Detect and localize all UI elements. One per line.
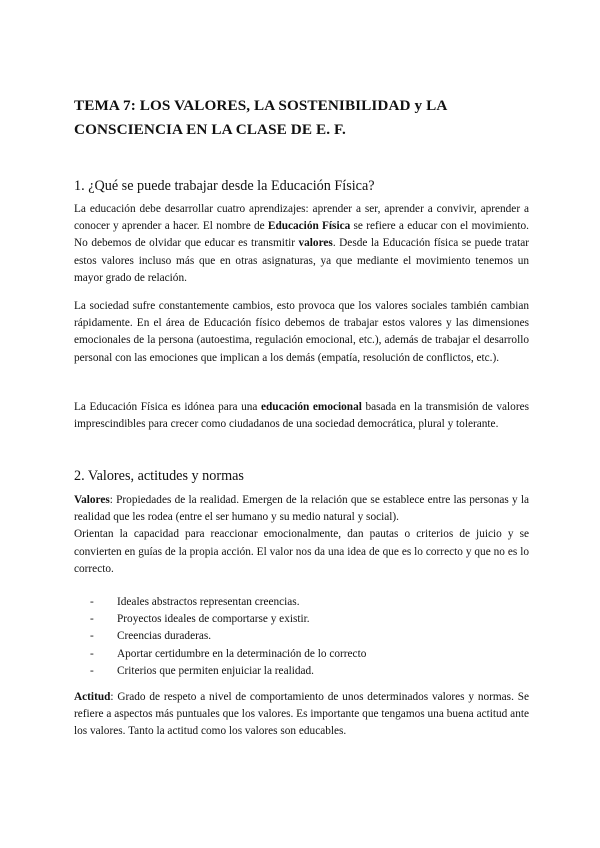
actitud-label: Actitud bbox=[74, 691, 111, 703]
valores-label: Valores bbox=[74, 494, 110, 506]
section-2-heading: 2. Valores, actitudes y normas bbox=[74, 468, 244, 484]
section-1-heading: 1. ¿Qué se puede trabajar desde la Educación Física? bbox=[74, 178, 375, 194]
bullet-dash: - bbox=[90, 596, 94, 608]
document-title bbox=[74, 94, 544, 142]
section-1-paragraph-3: La Educación Física es idónea para una educación emocional basada en la transmisión de valores imprescindibles para crecer como ciudadanos de una sociedad democrática, plural y tolerante. bbox=[74, 401, 529, 431]
bullet-dash: - bbox=[90, 630, 94, 643]
list-item: - Creencias duraderas. bbox=[90, 628, 510, 645]
section-1-paragraph-1: La educación debe desarrollar cuatro aprendizajes: aprender a ser, aprender a convivir, aprender a conocer y aprender a hacer. El nombre de Educación Física se refiere a educar con el movimiento. No debemos de olvidar que educar es transmitir valores. Desde la Educación física se puede tratar estos valores incluso más que en otras asignaturas, ya que mediante el movimiento tenemos un mayor grado de relación. bbox=[74, 203, 529, 284]
bullet-dash: - bbox=[90, 647, 94, 660]
bullet-dash: - bbox=[90, 664, 94, 677]
strong-valores: valores bbox=[298, 237, 333, 250]
list-item: - Aportar certidumbre en la determinación de lo correcto bbox=[90, 646, 510, 663]
valores-list bbox=[90, 594, 510, 680]
strong-educacion-fisica: Educación Física bbox=[267, 220, 351, 233]
list-item: - Criterios que permiten enjuiciar la realidad. bbox=[90, 663, 510, 680]
actitud-paragraph: Actitud: Grado de respeto a nivel de comportamiento de unos determinados valores y normas. Se refiere a aspectos más puntuales que los valores. Es importante que tengamos una buena actitud ante los valores. Tanto la actitud como los valores son educables. bbox=[74, 691, 529, 738]
title-line-2: CONSCIENCIA EN LA CLASE DE E. F. bbox=[74, 121, 346, 138]
list-item: - Proyectos ideales de comportarse y existir. bbox=[90, 611, 510, 628]
list-item: - Ideales abstractos representan creencias. bbox=[90, 594, 510, 611]
bullet-dash: - bbox=[90, 613, 94, 626]
valores-paragraph: Valores: Propiedades de la realidad. Emergen de la relación que se establece entre las personas y la realidad que les rodea (entre el ser humano y su medio natural y social). Orientan la capacidad para reaccionar emocionalmente, dan pautas o criterios de juicio y se convierten en guías de la propia acción. El valor nos da una idea de que es lo correcto y que no es lo correcto. bbox=[74, 494, 529, 575]
section-1-paragraph-2: La sociedad sufre constantemente cambios, esto provoca que los valores sociales también cambian rápidamente. En el área de Educación físico debemos de trabajar estos valores y las dimensiones emocionales de la persona (autoestima, regulación emocional, etc.), además de trabajar el desarrollo personal con las emociones que implican a los demás (empatía, resolución de conflictos, etc.). bbox=[74, 300, 529, 364]
title-line-1: TEMA 7: LOS VALORES, LA SOSTENIBILIDAD y LA bbox=[74, 97, 448, 114]
strong-educacion-emocional: educación emocional bbox=[261, 401, 362, 413]
